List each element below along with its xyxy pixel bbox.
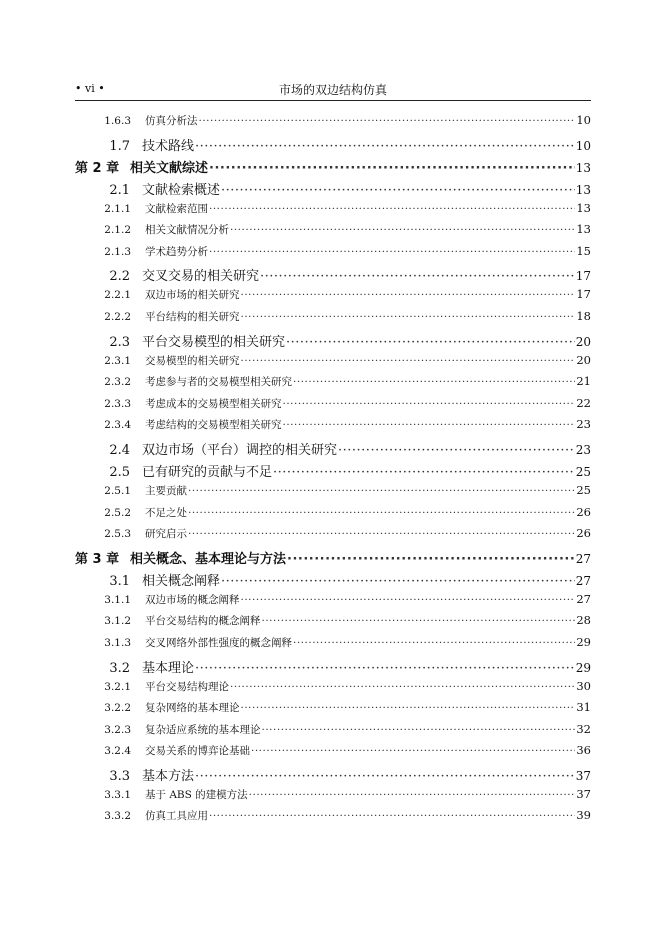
page-header [75, 80, 591, 101]
toc-entry-page: 31 [576, 700, 591, 715]
toc-entry-number: 2.2 [109, 269, 130, 285]
toc-entry-page: 29 [576, 634, 591, 649]
toc-entry-page: 37 [576, 786, 591, 801]
toc-entry-title: 考虑成本的交易模型相关研究 [145, 397, 282, 410]
toc-entry[interactable] [75, 244, 591, 266]
toc-leader-dots [262, 615, 576, 627]
toc-leader-dots [195, 769, 575, 784]
toc-leader-dots [188, 485, 575, 497]
table-of-contents [75, 113, 591, 830]
toc-entry[interactable] [75, 679, 591, 701]
toc-leader-dots [209, 203, 575, 215]
toc-entry-number: 2.2.2 [104, 310, 131, 323]
toc-entry-number: 2.5.1 [104, 484, 131, 497]
toc-entry[interactable] [75, 743, 591, 765]
toc-entry-title: 双边市场的相关研究 [145, 289, 240, 302]
toc-entry-title: 交叉网络外部性强度的概念阐释 [145, 636, 292, 649]
toc-leader-dots [286, 335, 575, 350]
toc-entry-number: 3.1 [109, 573, 130, 589]
toc-entry-number: 3.2 [109, 660, 130, 676]
toc-entry[interactable] [75, 570, 591, 592]
toc-entry-number: 第 2 章 [75, 160, 120, 176]
toc-entry-page: 13 [575, 182, 591, 197]
toc-entry-title: 文献检索概述 [142, 182, 221, 198]
toc-leader-dots [241, 594, 576, 606]
toc-entry-number: 3.2.3 [104, 723, 131, 736]
toc-entry-page: 20 [575, 334, 591, 349]
toc-entry-title: 交易模型的相关研究 [145, 354, 240, 367]
toc-leader-dots [221, 183, 575, 198]
toc-entry-title: 技术路线 [142, 138, 195, 154]
toc-entry-title: 研究启示 [145, 528, 187, 541]
toc-entry-page: 22 [576, 395, 591, 410]
toc-entry-page: 29 [575, 660, 591, 675]
toc-entry[interactable] [75, 222, 591, 244]
toc-entry-title: 仿真分析法 [145, 115, 198, 127]
toc-entry-number: 3.3.1 [104, 788, 131, 801]
toc-entry-title: 考虑结构的交易模型相关研究 [145, 419, 282, 432]
toc-entry[interactable] [75, 657, 591, 679]
toc-entry-number: 2.2.1 [104, 289, 131, 302]
toc-entry-title: 复杂网络的基本理论 [145, 702, 240, 715]
toc-leader-dots [283, 419, 576, 431]
toc-entry[interactable] [75, 787, 591, 809]
toc-entry-number: 2.3.2 [104, 376, 131, 389]
toc-entry[interactable] [75, 179, 591, 201]
toc-entry-number: 1.7 [109, 138, 130, 154]
toc-entry[interactable] [75, 439, 591, 461]
toc-entry-page: 21 [576, 374, 591, 389]
toc-entry-title: 学术趋势分析 [145, 245, 208, 258]
toc-entry-page: 26 [576, 526, 591, 541]
toc-entry-number: 3.3.2 [104, 810, 131, 823]
toc-leader-dots [188, 507, 575, 519]
toc-entry-number: 2.3.1 [104, 354, 131, 367]
toc-entry-title: 相关文献情况分析 [145, 224, 229, 237]
toc-entry[interactable] [75, 265, 591, 287]
toc-entry[interactable] [75, 287, 591, 309]
toc-entry-number: 3.2.1 [104, 680, 131, 693]
toc-entry-number: 2.3 [109, 334, 130, 350]
toc-leader-dots [195, 139, 575, 154]
toc-entry-number: 2.1.2 [104, 224, 131, 237]
toc-leader-dots [188, 528, 575, 540]
toc-leader-dots [209, 161, 575, 176]
toc-entry-page: 37 [575, 768, 591, 783]
toc-entry-number: 2.1.1 [104, 202, 131, 215]
toc-entry-page: 28 [576, 613, 591, 628]
toc-entry-page: 10 [575, 138, 591, 153]
toc-leader-dots [338, 443, 575, 458]
toc-entry-title: 考虑参与者的交易模型相关研究 [145, 376, 292, 389]
toc-entry-page: 13 [576, 200, 591, 215]
toc-entry-number: 3.1.1 [104, 593, 131, 606]
toc-leader-dots [287, 552, 575, 567]
toc-entry-number: 2.5.3 [104, 528, 131, 541]
toc-entry-number: 3.2.4 [104, 745, 131, 758]
toc-entry-page: 17 [576, 287, 591, 302]
toc-entry[interactable] [75, 613, 591, 635]
toc-entry-number: 2.5.2 [104, 506, 131, 519]
toc-entry[interactable] [75, 765, 591, 787]
toc-entry-title: 基本方法 [142, 768, 195, 784]
toc-entry-page: 17 [575, 269, 591, 284]
toc-leader-dots [241, 702, 576, 714]
toc-entry-title: 复杂适应系统的基本理论 [145, 723, 261, 736]
toc-entry-number: 3.3 [109, 768, 130, 784]
toc-entry-page: 30 [576, 678, 591, 693]
toc-entry-number: 2.1 [109, 182, 130, 198]
toc-entry-page: 18 [576, 308, 591, 323]
toc-entry-title: 相关文献综述 [130, 160, 209, 176]
toc-entry-page: 23 [575, 442, 591, 457]
toc-entry-number: 第 3 章 [75, 551, 120, 567]
toc-entry[interactable] [75, 135, 591, 157]
toc-entry[interactable] [75, 353, 591, 375]
toc-entry-page: 15 [576, 243, 591, 258]
running-title: 市场的双边结构仿真 [278, 83, 387, 97]
toc-entry-title: 基于 ABS 的建模方法 [145, 788, 248, 801]
toc-entry-number: 1.6.3 [104, 115, 131, 127]
toc-leader-dots [221, 574, 575, 589]
toc-entry[interactable] [75, 113, 591, 135]
toc-entry-page: 32 [576, 721, 591, 736]
toc-leader-dots [209, 246, 575, 258]
toc-leader-dots [241, 289, 576, 301]
toc-entry-number: 2.3.3 [104, 397, 131, 410]
toc-entry-title: 不足之处 [145, 506, 187, 519]
toc-entry-number: 3.2.2 [104, 702, 131, 715]
toc-leader-dots [230, 224, 575, 236]
toc-leader-dots [209, 810, 575, 822]
toc-entry-page: 27 [575, 573, 591, 588]
toc-entry-page: 25 [575, 464, 591, 479]
toc-entry-title: 平台交易结构理论 [145, 680, 229, 693]
toc-leader-dots [283, 398, 576, 410]
toc-entry[interactable] [75, 635, 591, 657]
toc-entry-page: 39 [576, 808, 591, 823]
toc-entry-title: 平台交易结构的概念阐释 [145, 615, 261, 628]
toc-leader-dots [293, 376, 575, 388]
toc-leader-dots [195, 661, 575, 676]
toc-entry[interactable] [75, 417, 591, 439]
toc-entry[interactable] [75, 505, 591, 527]
toc-entry[interactable] [75, 201, 591, 223]
toc-entry-number: 2.1.3 [104, 245, 131, 258]
toc-entry-page: 13 [575, 160, 591, 175]
toc-entry[interactable] [75, 483, 591, 505]
toc-entry-number: 3.1.2 [104, 615, 131, 628]
toc-leader-dots [241, 311, 576, 323]
toc-entry[interactable] [75, 722, 591, 744]
toc-leader-dots [199, 115, 576, 127]
toc-entry-title: 双边市场（平台）调控的相关研究 [142, 442, 338, 458]
toc-entry-page: 13 [576, 222, 591, 237]
toc-entry-page: 25 [576, 482, 591, 497]
toc-entry[interactable] [75, 396, 591, 418]
toc-entry[interactable] [75, 374, 591, 396]
toc-entry[interactable] [75, 526, 591, 548]
toc-entry-title: 基本理论 [142, 660, 195, 676]
toc-entry-title: 平台交易模型的相关研究 [142, 334, 286, 350]
toc-leader-dots [251, 745, 575, 757]
toc-entry-title: 平台结构的相关研究 [145, 310, 240, 323]
toc-entry-title: 主要贡献 [145, 484, 187, 497]
toc-entry[interactable] [75, 331, 591, 353]
page-number: • vi • [75, 82, 105, 95]
toc-leader-dots [260, 269, 575, 284]
toc-leader-dots [273, 465, 575, 480]
toc-entry-page: 27 [576, 591, 591, 606]
toc-entry-page: 10 [576, 113, 591, 127]
toc-entry-number: 2.5 [109, 464, 130, 480]
toc-entry-page: 27 [575, 551, 591, 566]
toc-entry-number: 2.4 [109, 442, 130, 458]
toc-entry-title: 双边市场的概念阐释 [145, 593, 240, 606]
toc-entry[interactable] [75, 592, 591, 614]
toc-entry-title: 已有研究的贡献与不足 [142, 464, 273, 480]
toc-leader-dots [262, 724, 576, 736]
toc-entry-number: 2.3.4 [104, 419, 131, 432]
toc-entry-title: 交叉交易的相关研究 [142, 269, 260, 285]
toc-entry[interactable] [75, 548, 591, 570]
toc-leader-dots [230, 681, 575, 693]
toc-entry-page: 23 [576, 417, 591, 432]
toc-entry-title: 相关概念阐释 [142, 573, 221, 589]
toc-entry[interactable] [75, 309, 591, 331]
toc-leader-dots [241, 355, 576, 367]
toc-entry-page: 36 [576, 743, 591, 758]
toc-entry-title: 交易关系的博弈论基础 [145, 745, 250, 758]
toc-entry[interactable] [75, 461, 591, 483]
toc-entry-page: 26 [576, 504, 591, 519]
toc-entry-number: 3.1.3 [104, 636, 131, 649]
toc-entry-title: 仿真工具应用 [145, 810, 208, 823]
toc-entry[interactable] [75, 700, 591, 722]
toc-entry[interactable] [75, 157, 591, 179]
toc-entry[interactable] [75, 808, 591, 830]
toc-leader-dots [249, 789, 576, 801]
toc-entry-title: 文献检索范围 [145, 202, 208, 215]
toc-entry-title: 相关概念、基本理论与方法 [130, 551, 287, 567]
toc-entry-page: 20 [576, 352, 591, 367]
toc-leader-dots [293, 637, 575, 649]
